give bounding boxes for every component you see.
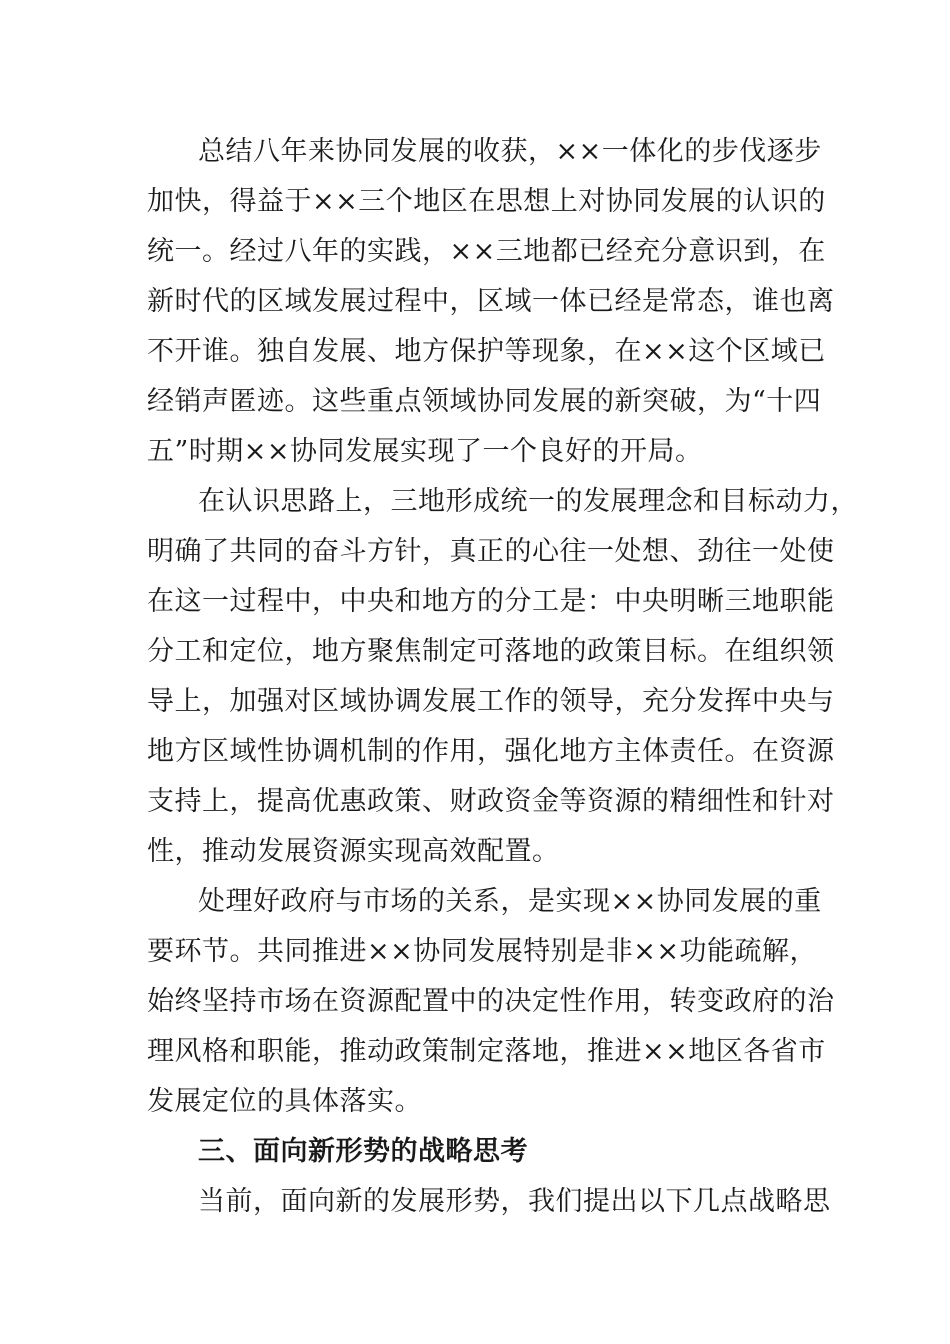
paragraph-1-line-6: 经销声匿迹。这些重点领域协同发展的新突破，为“十四 bbox=[147, 386, 822, 417]
paragraph-2-line-4: 分工和定位，地方聚焦制定可落地的政策目标。在组织领 bbox=[147, 636, 835, 667]
paragraph-1-line-1: 总结八年来协同发展的收获，××一体化的步伐逐步 bbox=[198, 136, 822, 167]
paragraph-3-line-4: 理风格和职能，推动政策制定落地，推进××地区各省市 bbox=[147, 1036, 826, 1067]
paragraph-1-line-7: 五”时期××协同发展实现了一个良好的开局。 bbox=[147, 436, 703, 467]
section-heading: 三、面向新形势的战略思考 bbox=[198, 1136, 528, 1167]
paragraph-3-line-1: 处理好政府与市场的关系，是实现××协同发展的重 bbox=[198, 886, 822, 917]
paragraph-3-line-5: 发展定位的具体落实。 bbox=[147, 1086, 422, 1117]
paragraph-2-line-3: 在这一过程中，中央和地方的分工是：中央明晰三地职能 bbox=[147, 586, 835, 617]
paragraph-4-line-1: 当前，面向新的发展形势，我们提出以下几点战略思 bbox=[198, 1186, 831, 1217]
paragraph-3-line-3: 始终坚持市场在资源配置中的决定性作用，转变政府的治 bbox=[147, 986, 835, 1017]
paragraph-3-line-2: 要环节。共同推进××协同发展特别是非××功能疏解， bbox=[147, 936, 817, 967]
paragraph-2-line-7: 支持上，提高优惠政策、财政资金等资源的精细性和针对 bbox=[147, 786, 835, 817]
paragraph-1-line-3: 统一。经过八年的实践，××三地都已经充分意识到，在 bbox=[147, 236, 826, 267]
paragraph-1-line-4: 新时代的区域发展过程中，区域一体已经是常态，谁也离 bbox=[147, 286, 835, 317]
paragraph-1-line-2: 加快，得益于××三个地区在思想上对协同发展的认识的 bbox=[147, 186, 826, 217]
paragraph-2-line-6: 地方区域性协调机制的作用，强化地方主体责任。在资源 bbox=[147, 736, 835, 767]
paragraph-2-line-2: 明确了共同的奋斗方针，真正的心往一处想、劲往一处使 bbox=[147, 536, 835, 567]
paragraph-2-line-1: 在认识思路上，三地形成统一的发展理念和目标动力， bbox=[198, 486, 858, 517]
paragraph-2-line-5: 导上，加强对区域协调发展工作的领导，充分发挥中央与 bbox=[147, 686, 835, 717]
paragraph-2-line-8: 性，推动发展资源实现高效配置。 bbox=[147, 836, 560, 867]
paragraph-1-line-5: 不开谁。独自发展、地方保护等现象，在××这个区域已 bbox=[147, 336, 826, 367]
